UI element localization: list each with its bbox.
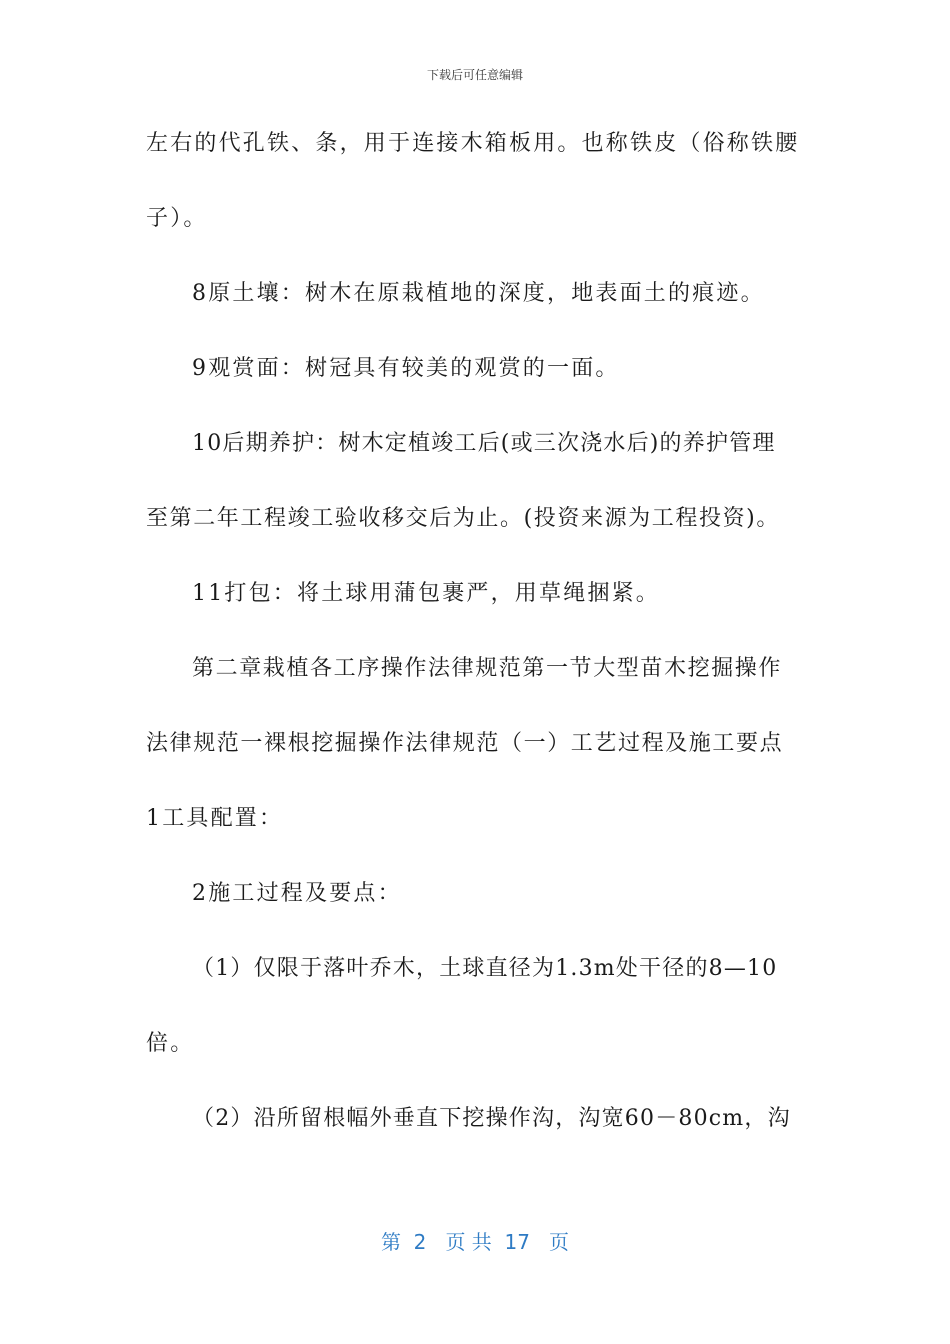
body-line: 11打包：将土球用蒲包裹严，用草绳捆紧。: [192, 581, 660, 606]
body-line: 倍。: [146, 1031, 195, 1056]
body-line: 子）。: [146, 206, 208, 231]
body-line: 2施工过程及要点：: [192, 881, 402, 906]
body-line: （1）仅限于落叶乔木，土球直径为1.3m处干径的8—10: [192, 956, 778, 981]
page-header: 下载后可任意编辑: [426, 68, 523, 82]
body-line: 左右的代孔铁、条，用于连接木箱板用。也称铁皮（俗称铁腰: [146, 131, 800, 156]
body-line: 第二章栽植各工序操作法律规范第一节大型苗木挖掘操作: [192, 656, 783, 681]
body-line: 10后期养护：树木定植竣工后(或三次浇水后)的养护管理: [192, 431, 776, 456]
body-line: （2）沿所留根幅外垂直下挖操作沟，沟宽60－80cm，沟: [192, 1106, 791, 1131]
body-line: 法律规范一裸根挖掘操作法律规范（一）工艺过程及施工要点: [146, 731, 784, 756]
body-line: 8原土壤：树木在原栽植地的深度，地表面土的痕迹。: [192, 281, 765, 306]
body-line: 至第二年工程竣工验收移交后为止。(投资来源为工程投资)。: [146, 506, 780, 531]
page-number-footer: 第 2 页 共 17 页: [380, 1230, 570, 1254]
body-line: 1工具配置：: [146, 806, 284, 831]
body-line: 9观赏面：树冠具有较美的观赏的一面。: [192, 356, 620, 381]
